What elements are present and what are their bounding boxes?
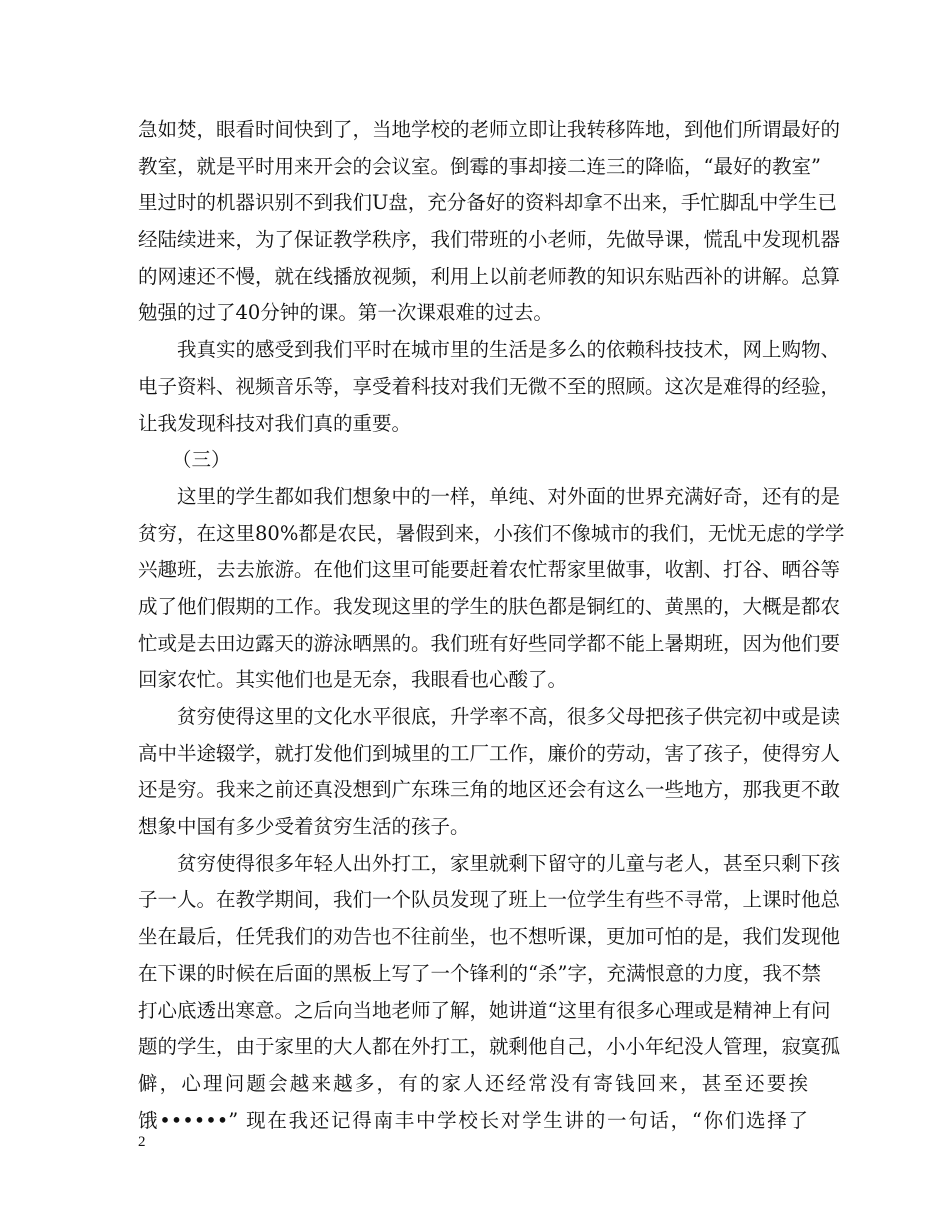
text-line: 忙或是去田边露天的游泳晒黑的。我们班有好些同学都不能上暑期班，因为他们要 [138,631,841,655]
text-line: 坐在最后，任凭我们的劝告也不往前坐，也不想听课，更加可怕的是，我们发现他 [138,925,841,949]
text-line: 经陆续进来，为了保证教学秩序，我们带班的小老师，先做导课，慌乱中发现机器 [138,228,841,252]
text-line: 急如焚，眼看时间快到了，当地学校的老师立即让我转移阵地，到他们所谓最好的 [138,118,841,141]
text-line: 教室，就是平时用来开会的会议室。倒霉的事却接二连三的降临，“最好的教室” [138,154,821,178]
text-line: 成了他们假期的工作。我发现这里的学生的肤色都是铜红的、黄黑的，大概是都农 [138,594,841,618]
text-line: 在下课的时候在后面的黑板上写了一个锋利的“杀”字，充满恨意的力度，我不禁 [138,961,821,985]
text-line: 高中半途辍学，就打发他们到城里的工厂工作，廉价的劳动，害了孩子，使得穷人 [138,741,841,765]
paragraph-first-line: 我真实的感受到我们平时在城市里的生活是多么的依赖科技技术，网上购物、 [177,338,841,362]
text-line: 让我发现科技对我们真的重要。 [138,411,412,435]
text-line: 打心底透出寒意。之后向当地老师了解，她讲道“这里有很多心理或是精神上有问 [138,998,831,1022]
text-line: 题的学生，由于家里的大人都在外打工，就剩他自己，小小年纪没人管理，寂寞孤 [138,1035,841,1059]
text-line: 还是穷。我来之前还真没想到广东珠三角的地区还会有这么一些地方，那我更不敢 [138,778,841,802]
text-line: 子一人。在教学期间，我们一个队员发现了班上一位学生有些不寻常，上课时他总 [138,888,841,912]
text-line: 里过时的机器识别不到我们U盘，充分备好的资料却拿不出来，手忙脚乱中学生已 [138,191,837,215]
text-line: 贫穷，在这里80%都是农民，暑假到来，小孩们不像城市的我们，无忧无虑的学学 [138,521,845,545]
text-line: 兴趣班，去去旅游。在他们这里可能要赶着农忙帮家里做事，收割、打谷、晒谷等 [138,558,841,582]
text-line: 想象中国有多少受着贫穷生活的孩子。 [138,815,470,839]
text-line: 僻，心理问题会越来越多，有的家人还经常没有寄钱回来，甚至还要挨 [138,1071,808,1095]
text-line: 电子资料、视频音乐等，享受着科技对我们无微不至的照顾。这次是难得的经验， [138,374,841,398]
paragraph-first-line: 贫穷使得这里的文化水平很底，升学率不高，很多父母把孩子供完初中或是读 [177,705,841,728]
text-line: 的网速还不慢，就在线播放视频，利用上以前老师教的知识东贴西补的讲解。总算 [138,264,841,288]
section-heading: （三） [172,448,231,472]
paragraph-first-line: 这里的学生都如我们想象中的一样，单纯、对外面的世界充满好奇，还有的是 [177,484,841,508]
body-text [138,112,845,1139]
paragraph-first-line: 贫穷使得很多年轻人出外打工，家里就剩下留守的儿童与老人，甚至只剩下孩 [177,851,841,875]
page-number: 2 [138,1134,146,1150]
text-line: 饿••••••” 现在我还记得南丰中学校长对学生讲的一句话，“你们选择了 [138,1108,808,1132]
text-line: 回家农忙。其实他们也是无奈，我眼看也心酸了。 [138,668,568,692]
text-line: 勉强的过了40分钟的课。第一次课艰难的过去。 [138,301,553,325]
